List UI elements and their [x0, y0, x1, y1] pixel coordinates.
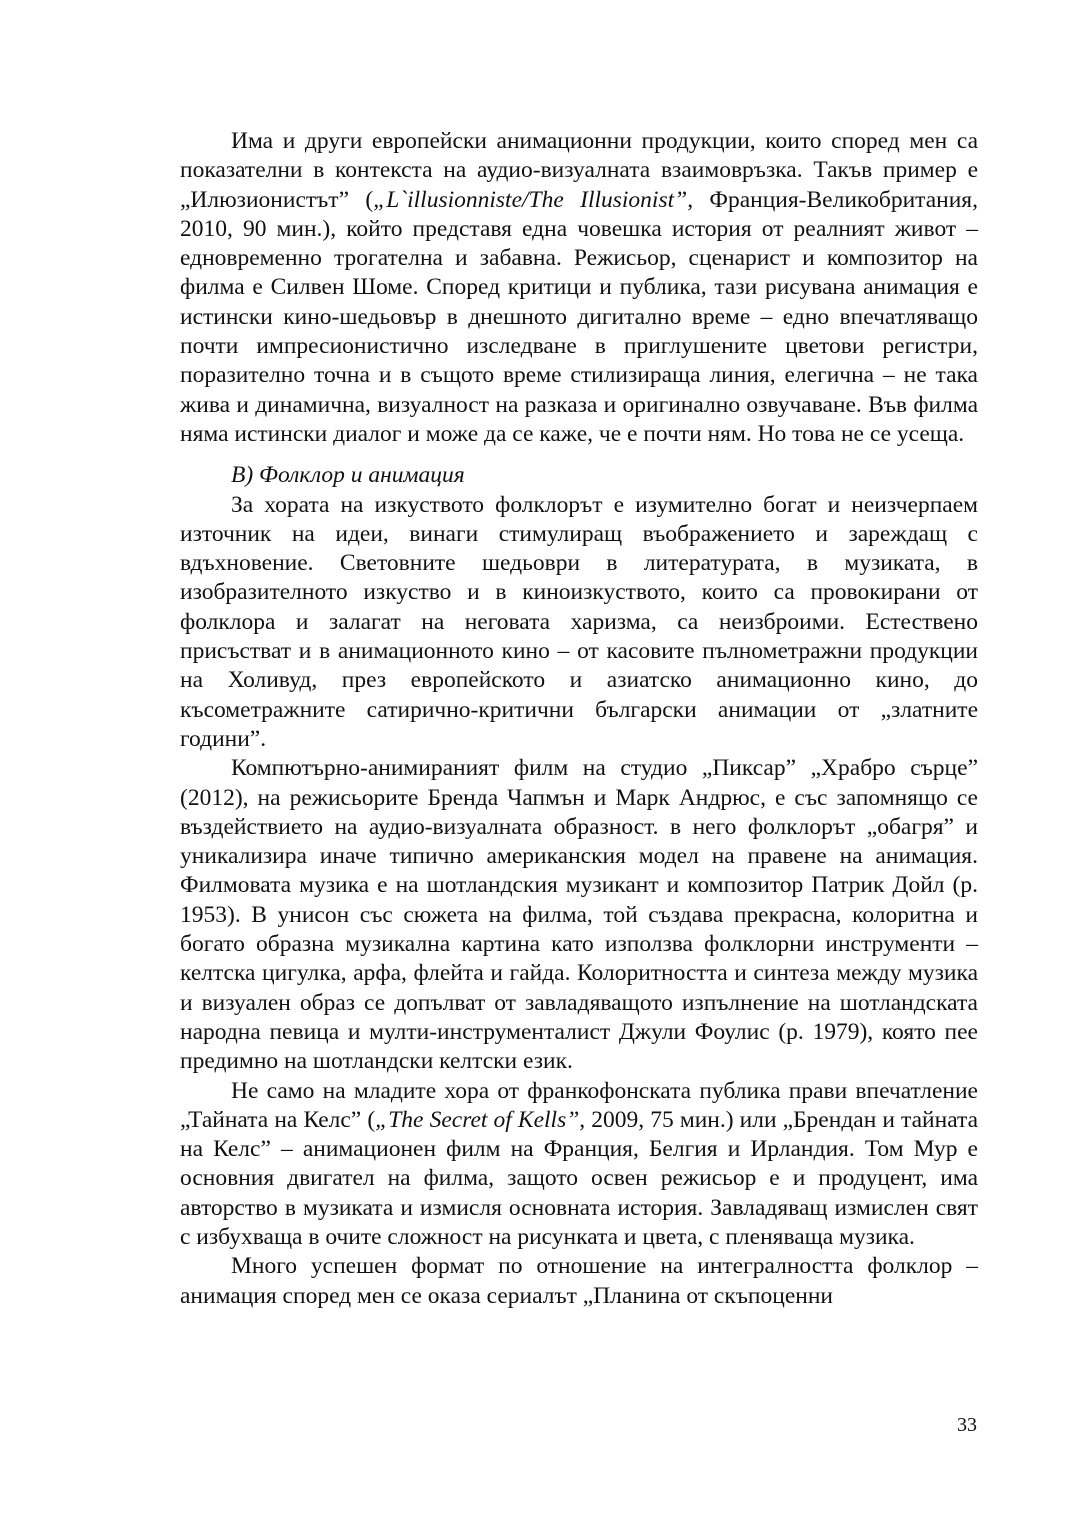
paragraph-illusionist-text-1: Има и други европейски анимационни продукции, които според мен са показателни в контекста на аудио-визуалната взаимовръзка. Такъв пример е „Илюзионистът” (: [180, 128, 978, 213]
film-title-kells: „The Secret of Kells”: [375, 1106, 580, 1133]
paragraph-illusionist-text-2: , Франция-Великобритания, 2010, 90 мин.), който представя една човешка история от реалният живот – едновременно трогателна и забавна. Режисьор, сценарист и композитор на филма е Силвен Шоме. Според критици и публика, тази рисувана анимация е истински кино-шедьовър в днешното дигитално време – едно впечатляващо почти импресионистично изследване в приглушените цветови регистри, поразително точна и в същото време стилизираща линия, елегична – не така жива и динамична, визуалност на разказа и оригинално озвучаване. Във филма няма истински диалог и може да се каже, че е почти ням. Но това не се усеща.: [180, 186, 978, 447]
body-text: [180, 127, 978, 1311]
paragraph-folklore-intro: За хората на изкуството фолклорът е изумително богат и неизчерпаем източник на идеи, винаги стимулиращ въображението и зареждащ с вдъхновение. Световните шедьоври в литературата, в музиката, в изобразителното изкуство и в киноизкуството, които са провокирани от фолклора и залагат на неговата харизма, са неизброими. Естествено присъстват и в анимационното кино – от касовите пълнометражни продукции на Холивуд, през европейското и азиатско анимационно кино, до късометражните сатирично-критични български анимации от „златните години”.: [180, 491, 978, 752]
page-number: 33: [957, 1414, 977, 1436]
paragraph-illusionist: [180, 127, 978, 449]
paragraph-brave: Компютърно-анимираният филм на студио „Пиксар” „Храбро сърце” (2012), на режисьорите Бренда Чапмън и Марк Андрюс, е със запомнящо се въздействието на аудио-визуалната образност. в него фолклорът „обагря” и уникализира иначе типично американския модел на правене на анимация. Филмовата музика е на шотландския музикант и композитор Патрик Дойл (р. 1953). В унисон със сюжета на филма, той създава прекрасна, колоритна и богато образна музикална картина като използва фолклорни инструменти – келтска цигулка, арфа, флейта и гайда. Колоритността и синтеза между музика и визуален образ се допълват от завладяващото изпълнение на шотландската народна певица и мулти-инструменталист Джули Фоулис (р. 1979), която пее предимно на шотландски келтски език.: [180, 755, 978, 1075]
film-title-illusionist: „L`illusionniste/The Illusionist”: [373, 186, 688, 213]
paragraph-kells: [180, 1077, 978, 1253]
paragraph-kells-text-2: , 2009, 75 мин.) или „Брендан и тайната на Келс” – анимационен филм на Франция, Белгия и Ирландия. Том Мур е основния двигател на филма, защото освен режисьор е и продуцент, има авторство в музиката и измисля основната история. Завладяващ измислен свят с избухваща в очите сложност на рисунката и цвета, с пленяваща музика.: [180, 1106, 979, 1250]
paragraph-series: Много успешен формат по отношение на интегралността фолклор – анимация според мен се оказа сериалът „Планина от скъпоценни: [180, 1253, 978, 1309]
section-heading: В) Фолклор и анимация: [231, 462, 465, 489]
paragraph-kells-text-1: Не само на младите хора от франкофонската публика прави впечатление „Тайната на Келс” (: [180, 1077, 978, 1133]
